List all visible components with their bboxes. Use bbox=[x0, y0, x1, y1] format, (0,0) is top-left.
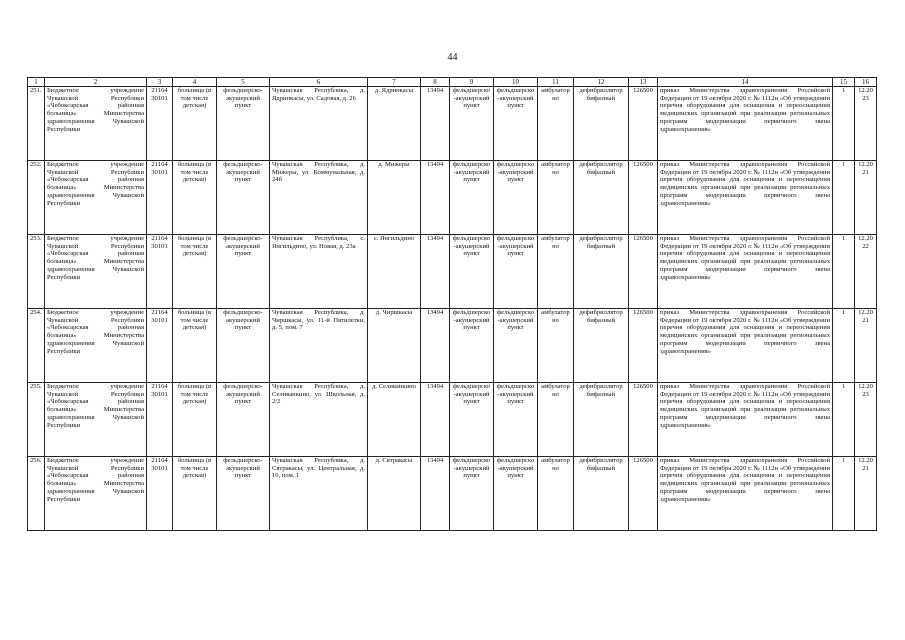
column-header: 14 bbox=[658, 78, 833, 87]
unit-type-secondary: фельдшерско-акушерский пункт bbox=[450, 87, 494, 161]
unit-type-secondary: фельдшерско-акушерский пункт bbox=[450, 383, 494, 457]
equipment-price: 126500 bbox=[629, 161, 658, 235]
legal-basis: приказ Министерства здравоохранения Российской Федерации от 19 октября 2020 г. № 1112н «Об утверждении перечня оборудования для оснащения и переоснащения медицинских организаций при реализации региональных программ модернизации первичного звена здравоохранения» bbox=[658, 161, 833, 235]
organization-name: Бюджетное учреждение Чувашской Республики «Чебоксарская районная больница» Министерства здравоохранения Чувашской Республики bbox=[45, 457, 147, 531]
delivery-date: 12.2023 bbox=[855, 383, 877, 457]
organization-name: Бюджетное учреждение Чувашской Республики «Чебоксарская районная больница» Министерства здравоохранения Чувашской Республики bbox=[45, 309, 147, 383]
unit-type: фельдшерско-акушерский пункт bbox=[217, 87, 270, 161]
equipment-name: дефибриллятор бифазный bbox=[574, 309, 629, 383]
oktmo-code: 13494 bbox=[421, 383, 450, 457]
column-header: 6 bbox=[270, 78, 368, 87]
equipment-price: 126500 bbox=[629, 87, 658, 161]
row-number: 255. bbox=[28, 383, 45, 457]
address: Чувашская Республика, д. Чиршкасы, ул. 11-й Пятилетки, д. 5, пом. 7 bbox=[270, 309, 368, 383]
unit-type-tertiary: фельдшерско-акушерский пункт bbox=[494, 383, 538, 457]
table-row bbox=[28, 383, 877, 457]
delivery-date: 12.2021 bbox=[855, 161, 877, 235]
organization-code: 21164 30101 bbox=[147, 235, 173, 309]
legal-basis: приказ Министерства здравоохранения Российской Федерации от 19 октября 2020 г. № 1112н «Об утверждении перечня оборудования для оснащения и переоснащения медицинских организаций при реализации региональных программ модернизации первичного звена здравоохранения» bbox=[658, 309, 833, 383]
equipment-name: дефибриллятор бифазный bbox=[574, 87, 629, 161]
facility-type: больница (в том числе детская) bbox=[173, 309, 217, 383]
unit-type-secondary: фельдшерско-акушерский пункт bbox=[450, 235, 494, 309]
legal-basis: приказ Министерства здравоохранения Российской Федерации от 19 октября 2020 г. № 1112н «Об утверждении перечня оборудования для оснащения и переоснащения медицинских организаций при реализации региональных программ модернизации первичного звена здравоохранения» bbox=[658, 235, 833, 309]
organization-code: 21164 30101 bbox=[147, 161, 173, 235]
row-number: 254. bbox=[28, 309, 45, 383]
column-header: 10 bbox=[494, 78, 538, 87]
address: Чувашская Республика, д. Селиванкино, ул. Школьная, д. 2/2 bbox=[270, 383, 368, 457]
unit-type: фельдшерско-акушерский пункт bbox=[217, 457, 270, 531]
equipment-name: дефибриллятор бифазный bbox=[574, 457, 629, 531]
row-number: 253. bbox=[28, 235, 45, 309]
equipment-name: дефибриллятор бифазный bbox=[574, 235, 629, 309]
care-conditions: амбулаторно bbox=[538, 235, 574, 309]
unit-type-secondary: фельдшерско-акушерский пункт bbox=[450, 309, 494, 383]
unit-type-tertiary: фельдшерско-акушерский пункт bbox=[494, 309, 538, 383]
address: Чувашская Республика, д. Мижеры, ул. Коммунальная, д. 24б bbox=[270, 161, 368, 235]
unit-type-tertiary: фельдшерско-акушерский пункт bbox=[494, 161, 538, 235]
quantity: 1 bbox=[833, 309, 855, 383]
locality: д. Сятракасы bbox=[368, 457, 421, 531]
equipment-name: дефибриллятор бифазный bbox=[574, 383, 629, 457]
facility-type: больница (в том числе детская) bbox=[173, 87, 217, 161]
unit-type-secondary: фельдшерско-акушерский пункт bbox=[450, 457, 494, 531]
unit-type: фельдшерско-акушерский пункт bbox=[217, 383, 270, 457]
equipment-price: 126500 bbox=[629, 383, 658, 457]
organization-name: Бюджетное учреждение Чувашской Республики «Чебоксарская районная больница» Министерства здравоохранения Чувашской Республики bbox=[45, 161, 147, 235]
column-header: 15 bbox=[833, 78, 855, 87]
organization-code: 21164 30101 bbox=[147, 309, 173, 383]
facility-type: больница (в том числе детская) bbox=[173, 161, 217, 235]
locality: д. Мижеры bbox=[368, 161, 421, 235]
organization-name: Бюджетное учреждение Чувашской Республики «Чебоксарская районная больница» Министерства здравоохранения Чувашской Республики bbox=[45, 235, 147, 309]
quantity: 1 bbox=[833, 87, 855, 161]
delivery-date: 12.2021 bbox=[855, 457, 877, 531]
delivery-date: 12.2023 bbox=[855, 87, 877, 161]
organization-code: 21164 30101 bbox=[147, 87, 173, 161]
quantity: 1 bbox=[833, 161, 855, 235]
column-header: 7 bbox=[368, 78, 421, 87]
locality: д. Чиршкасы bbox=[368, 309, 421, 383]
column-header: 2 bbox=[45, 78, 147, 87]
oktmo-code: 13494 bbox=[421, 457, 450, 531]
unit-type-tertiary: фельдшерско-акушерский пункт bbox=[494, 87, 538, 161]
address: Чувашская Республика, д. Сятракасы, ул. Центральная, д. 10, пом. 1 bbox=[270, 457, 368, 531]
facility-type: больница (в том числе детская) bbox=[173, 383, 217, 457]
row-number: 252. bbox=[28, 161, 45, 235]
organization-code: 21164 30101 bbox=[147, 457, 173, 531]
care-conditions: амбулаторно bbox=[538, 457, 574, 531]
oktmo-code: 13494 bbox=[421, 309, 450, 383]
legal-basis: приказ Министерства здравоохранения Российской Федерации от 19 октября 2020 г. № 1112н «Об утверждении перечня оборудования для оснащения и переоснащения медицинских организаций при реализации региональных программ модернизации первичного звена здравоохранения» bbox=[658, 457, 833, 531]
delivery-date: 12.2021 bbox=[855, 309, 877, 383]
oktmo-code: 13494 bbox=[421, 161, 450, 235]
row-number: 251. bbox=[28, 87, 45, 161]
oktmo-code: 13494 bbox=[421, 87, 450, 161]
care-conditions: амбулаторно bbox=[538, 161, 574, 235]
facility-type: больница (в том числе детская) bbox=[173, 235, 217, 309]
organization-code: 21164 30101 bbox=[147, 383, 173, 457]
equipment-price: 126500 bbox=[629, 235, 658, 309]
unit-type: фельдшерско-акушерский пункт bbox=[217, 309, 270, 383]
care-conditions: амбулаторно bbox=[538, 309, 574, 383]
care-conditions: амбулаторно bbox=[538, 87, 574, 161]
table-row bbox=[28, 457, 877, 531]
care-conditions: амбулаторно bbox=[538, 383, 574, 457]
locality: с. Янгильдино bbox=[368, 235, 421, 309]
quantity: 1 bbox=[833, 235, 855, 309]
equipment-table bbox=[27, 77, 877, 531]
locality: д. Селиванкино bbox=[368, 383, 421, 457]
equipment-name: дефибриллятор бифазный bbox=[574, 161, 629, 235]
equipment-price: 126500 bbox=[629, 309, 658, 383]
quantity: 1 bbox=[833, 383, 855, 457]
column-header: 5 bbox=[217, 78, 270, 87]
page-number: 44 bbox=[447, 52, 458, 63]
column-header: 11 bbox=[538, 78, 574, 87]
unit-type: фельдшерско-акушерский пункт bbox=[217, 235, 270, 309]
facility-type: больница (в том числе детская) bbox=[173, 457, 217, 531]
delivery-date: 12.2022 bbox=[855, 235, 877, 309]
locality: д. Ядринкасы bbox=[368, 87, 421, 161]
column-header: 4 bbox=[173, 78, 217, 87]
unit-type-tertiary: фельдшерско-акушерский пункт bbox=[494, 457, 538, 531]
column-header: 1 bbox=[28, 78, 45, 87]
header-row bbox=[28, 78, 877, 87]
unit-type-secondary: фельдшерско-акушерский пункт bbox=[450, 161, 494, 235]
unit-type-tertiary: фельдшерско-акушерский пункт bbox=[494, 235, 538, 309]
address: Чувашская Республика, с. Янгильдино, ул. Новая, д. 23а bbox=[270, 235, 368, 309]
legal-basis: приказ Министерства здравоохранения Российской Федерации от 19 октября 2020 г. № 1112н «Об утверждении перечня оборудования для оснащения и переоснащения медицинских организаций при реализации региональных программ модернизации первичного звена здравоохранения» bbox=[658, 87, 833, 161]
table-row bbox=[28, 161, 877, 235]
legal-basis: приказ Министерства здравоохранения Российской Федерации от 19 октября 2020 г. № 1112н «Об утверждении перечня оборудования для оснащения и переоснащения медицинских организаций при реализации региональных программ модернизации первичного звена здравоохранения» bbox=[658, 383, 833, 457]
column-header: 3 bbox=[147, 78, 173, 87]
unit-type: фельдшерско-акушерский пункт bbox=[217, 161, 270, 235]
column-header: 8 bbox=[421, 78, 450, 87]
table-row bbox=[28, 309, 877, 383]
oktmo-code: 13494 bbox=[421, 235, 450, 309]
column-header: 12 bbox=[574, 78, 629, 87]
column-header: 13 bbox=[629, 78, 658, 87]
organization-name: Бюджетное учреждение Чувашской Республики «Чебоксарская районная больница» Министерства здравоохранения Чувашской Республики bbox=[45, 383, 147, 457]
organization-name: Бюджетное учреждение Чувашской Республики «Чебоксарская районная больница» Министерства здравоохранения Чувашской Республики bbox=[45, 87, 147, 161]
row-number: 256. bbox=[28, 457, 45, 531]
address: Чувашская Республика, д. Ядринкасы, ул. Садовая, д. 26 bbox=[270, 87, 368, 161]
table-row bbox=[28, 235, 877, 309]
table-row bbox=[28, 87, 877, 161]
column-header: 9 bbox=[450, 78, 494, 87]
equipment-price: 126500 bbox=[629, 457, 658, 531]
column-header: 16 bbox=[855, 78, 877, 87]
quantity: 1 bbox=[833, 457, 855, 531]
